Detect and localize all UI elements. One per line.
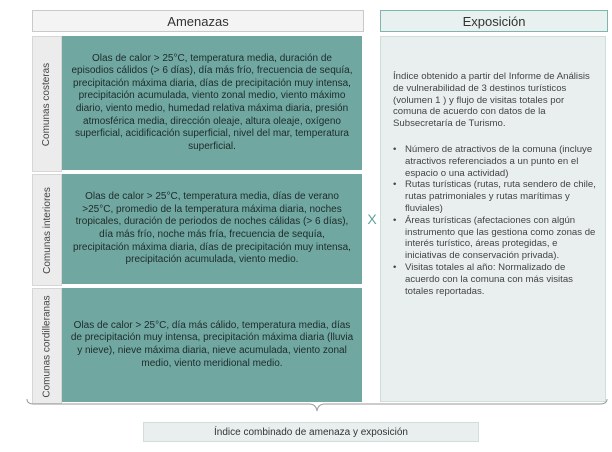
- row-label-mountain-text: Comunas cordilleranas: [41, 294, 53, 398]
- threat-box-interior: Olas de calor > 25°C, temperatura media, días de verano >25°C, promedio de la temperatura máxima diaria, noches tropicales, duración de periodos de noches cálidas (> 6 días), día más frío, noche más fría, frecuencia de sequía, precipitación máxima diaria, días de precipitación muy intensa, precipitación acumulada, viento medio.: [62, 174, 362, 284]
- exposure-list: [393, 144, 597, 297]
- exposure-intro: Índice obtenido a partir del Informe de Análisis de vulnerabilidad de 3 destinos turísticos (volumen 1 ) y flujo de visitas totales por comuna de acuerdo con datos de la Subsecretaría de Turismo.: [393, 71, 590, 130]
- threats-header: Amenazas: [32, 10, 364, 32]
- exposure-box: [380, 36, 606, 402]
- row-label-interior-text: Comunas interiores: [41, 186, 53, 274]
- row-label-interior: [32, 174, 62, 286]
- exposure-item: • Número de atractivos de la comuna (incluye atractivos referenciados a un punto en el espacio o una actividad): [393, 144, 597, 179]
- exposure-item: • Áreas turísticas (afectaciones con algún instrumento que las gestiona como zonas de interés turístico, áreas protegidas, e iniciativas de conservación privada).: [393, 215, 597, 262]
- multiply-operator: X: [367, 211, 377, 227]
- row-label-mountain: [32, 288, 62, 404]
- exposure-item: • Rutas turísticas (rutas, ruta sendero de chile, rutas patrimoniales y rutas marítimas y fluviales): [393, 179, 597, 214]
- combining-brace: [26, 398, 608, 412]
- row-label-coastal-text: Comunas costeras: [41, 62, 53, 146]
- row-label-coastal: [32, 36, 62, 172]
- exposure-header: Exposición: [380, 10, 608, 32]
- threat-box-coastal: Olas de calor > 25°C, temperatura media, duración de episodios cálidos (> 6 días), día más frío, frecuencia de sequía, precipitación máxima diaria, días de precipitación muy intensa, precipitación acumulada, viento zonal medio, viento máximo diario, viento medio, humedad relativa máxima diaria, presión atmosférica media, dirección oleaje, altura oleaje, oxígeno superficial, acidificación superficial, nivel del mar, temperatura superficial.: [62, 36, 362, 170]
- threat-box-mountain: Olas de calor > 25°C, día más cálido, temperatura media, días de precipitación muy intensa, precipitación máxima diaria (lluvia y nieve), nieve máxima diaria, nieve acumulada, viento zonal medio, viento meridional medio.: [62, 288, 362, 402]
- exposure-item: • Visitas totales al año: Normalizado de acuerdo con la comuna con más visitas totales reportadas.: [393, 262, 597, 297]
- combined-index-label: Índice combinado de amenaza y exposición: [143, 422, 479, 442]
